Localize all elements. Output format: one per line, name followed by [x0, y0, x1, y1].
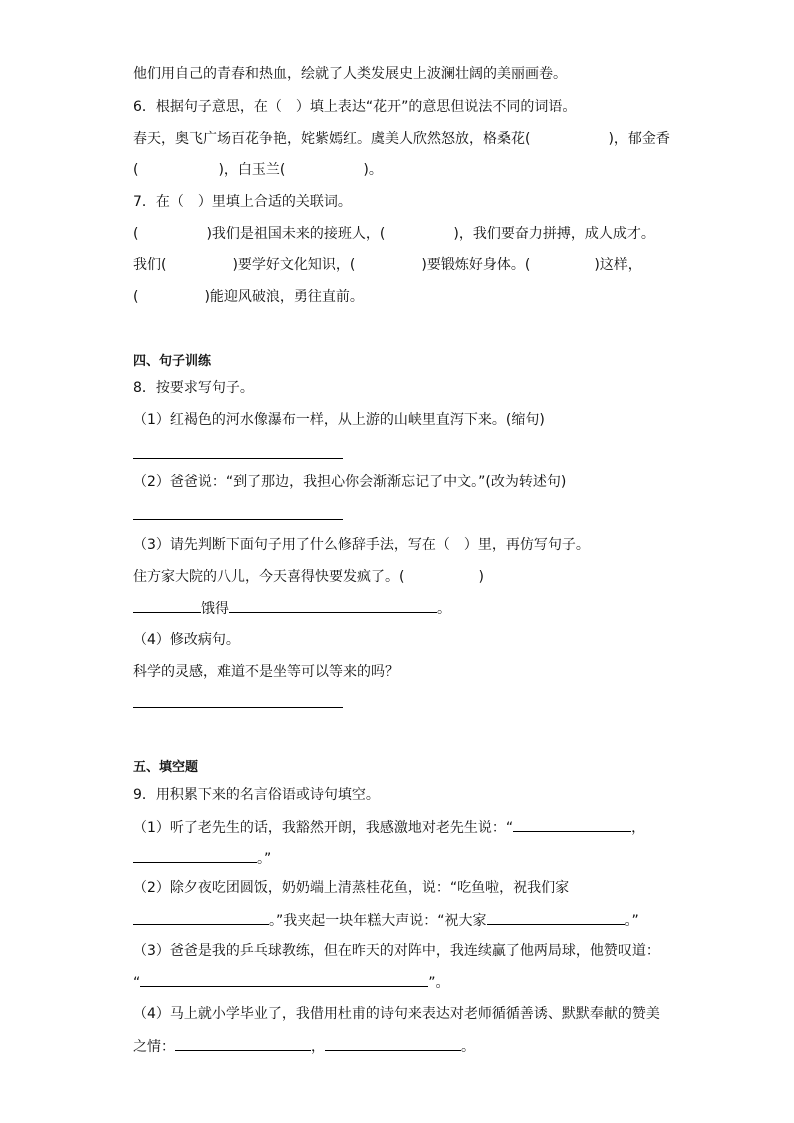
section-5-heading — [133, 758, 198, 778]
question-text: ， — [631, 820, 646, 836]
question-text: 住方家大院的八儿，今天喜得快要发疯了。( — [133, 569, 405, 585]
question-text: )。 — [363, 162, 383, 178]
question-8-3-sentence — [133, 567, 484, 587]
question-text: ( — [133, 289, 139, 305]
question-8-4 — [133, 630, 240, 650]
answer-blank[interactable] — [513, 817, 631, 832]
question-text: )这样， — [594, 257, 642, 273]
question-text: 7．在（ ）里填上合适的关联词。 — [133, 194, 352, 210]
question-7-line-3 — [133, 287, 364, 307]
answer-blank[interactable] — [133, 598, 201, 613]
answer-line[interactable] — [133, 458, 343, 459]
answer-blank[interactable] — [229, 598, 437, 613]
question-9-1-line-1 — [133, 817, 645, 838]
question-text: ) — [478, 569, 484, 585]
question-text: “ — [133, 975, 141, 991]
question-text: )我们是祖国未来的接班人，( — [206, 226, 386, 242]
question-text: 科学的灵感，难道不是坐等可以等来的吗？ — [133, 664, 399, 680]
question-8-2 — [133, 472, 566, 492]
question-7-line-2 — [133, 255, 642, 275]
question-text: （2）除夕夜吃团圆饭，奶奶端上清蒸桂花鱼，说：“吃鱼啦，祝我们家 — [133, 880, 570, 896]
question-9-stem — [133, 785, 380, 805]
question-text: ”。 — [428, 975, 450, 991]
question-text: 饿得 — [201, 601, 229, 617]
question-text: )要锻炼好身体。( — [421, 257, 531, 273]
question-text: ( — [133, 162, 139, 178]
question-text: （1）听了老先生的话，我豁然开朗，我感激地对老先生说：“ — [133, 820, 514, 836]
question-text: （3）请先判断下面句子用了什么修辞手法，写在（ ）里，再仿写句子。 — [133, 537, 590, 553]
question-text: 。 — [461, 1039, 475, 1055]
question-7-line-1 — [133, 224, 655, 244]
question-text: ( — [133, 226, 139, 242]
question-text: （4）修改病句。 — [133, 632, 240, 648]
section-4-heading — [133, 352, 211, 372]
question-text: 9．用积累下来的名言俗语或诗句填空。 — [133, 787, 380, 803]
question-text: 我们( — [133, 257, 167, 273]
section-title: 四、句子训练 — [133, 354, 212, 369]
question-text: 。” — [624, 913, 639, 929]
question-6-line-2 — [133, 160, 383, 180]
answer-blank[interactable] — [140, 972, 428, 987]
question-text: )能迎风破浪，勇往直前。 — [204, 289, 364, 305]
question-8-3 — [133, 535, 590, 555]
answer-blank[interactable] — [325, 1036, 461, 1051]
question-9-3-line-2 — [133, 972, 450, 993]
question-9-2-line-2 — [133, 910, 639, 931]
answer-blank[interactable] — [175, 1036, 311, 1051]
question-8-4-sentence — [133, 662, 399, 682]
question-9-4-line-1 — [133, 1004, 660, 1024]
question-8-3-imitation — [133, 598, 451, 619]
question-text: 春天，奥飞广场百花争艳，姹紫嫣红。虞美人欣然怒放，格桑花( — [133, 131, 531, 147]
question-7-stem — [133, 192, 352, 212]
answer-blank[interactable] — [487, 910, 625, 925]
question-text: 。” — [257, 851, 272, 867]
question-text: 6．根据句子意思，在（ ）填上表达“花开”的意思但说法不同的词语。 — [133, 99, 577, 115]
answer-line[interactable] — [133, 707, 343, 708]
answer-blank[interactable] — [133, 848, 257, 863]
question-text: )，白玉兰( — [218, 162, 286, 178]
section-title: 五、填空题 — [133, 760, 199, 775]
answer-blank[interactable] — [133, 910, 269, 925]
question-text: 。”我夹起一块年糕大声说：“祝大家 — [269, 913, 487, 929]
question-text: （4）马上就小学毕业了，我借用杜甫的诗句来表达对老师循循善诱、默默奉献的赞美 — [133, 1006, 660, 1022]
question-text: )要学好文化知识，( — [232, 257, 356, 273]
question-9-4-line-2 — [133, 1036, 475, 1057]
question-text: （2）爸爸说：“到了那边，我担心你会渐渐忘记了中文。”(改为转述句) — [133, 474, 567, 490]
answer-line[interactable] — [133, 519, 343, 520]
question-text: （1）红褐色的河水像瀑布一样，从上游的山峡里直泻下来。(缩句) — [133, 412, 545, 428]
question-8-1 — [133, 410, 545, 430]
question-6-stem — [133, 97, 576, 117]
text-line — [133, 64, 567, 84]
question-text: 之情： — [133, 1039, 175, 1055]
question-text: )，我们要奋力拼搏，成人成才。 — [453, 226, 655, 242]
question-text: 。 — [437, 601, 451, 617]
question-text: )，郁金香 — [608, 131, 670, 147]
question-text: 8．按要求写句子。 — [133, 380, 254, 396]
question-text: （3）爸爸是我的乒乓球教练，但在昨天的对阵中，我连续赢了他两局球，他赞叹道： — [133, 943, 660, 959]
question-9-1-line-2 — [133, 848, 271, 869]
paragraph-text: 他们用自己的青春和热血，绘就了人类发展史上波澜壮阔的美丽画卷。 — [133, 66, 567, 82]
question-text: ， — [311, 1039, 325, 1055]
question-6-line-1 — [133, 129, 670, 149]
question-8-stem — [133, 378, 254, 398]
question-9-3-line-1 — [133, 941, 660, 961]
question-9-2-line-1 — [133, 878, 569, 898]
